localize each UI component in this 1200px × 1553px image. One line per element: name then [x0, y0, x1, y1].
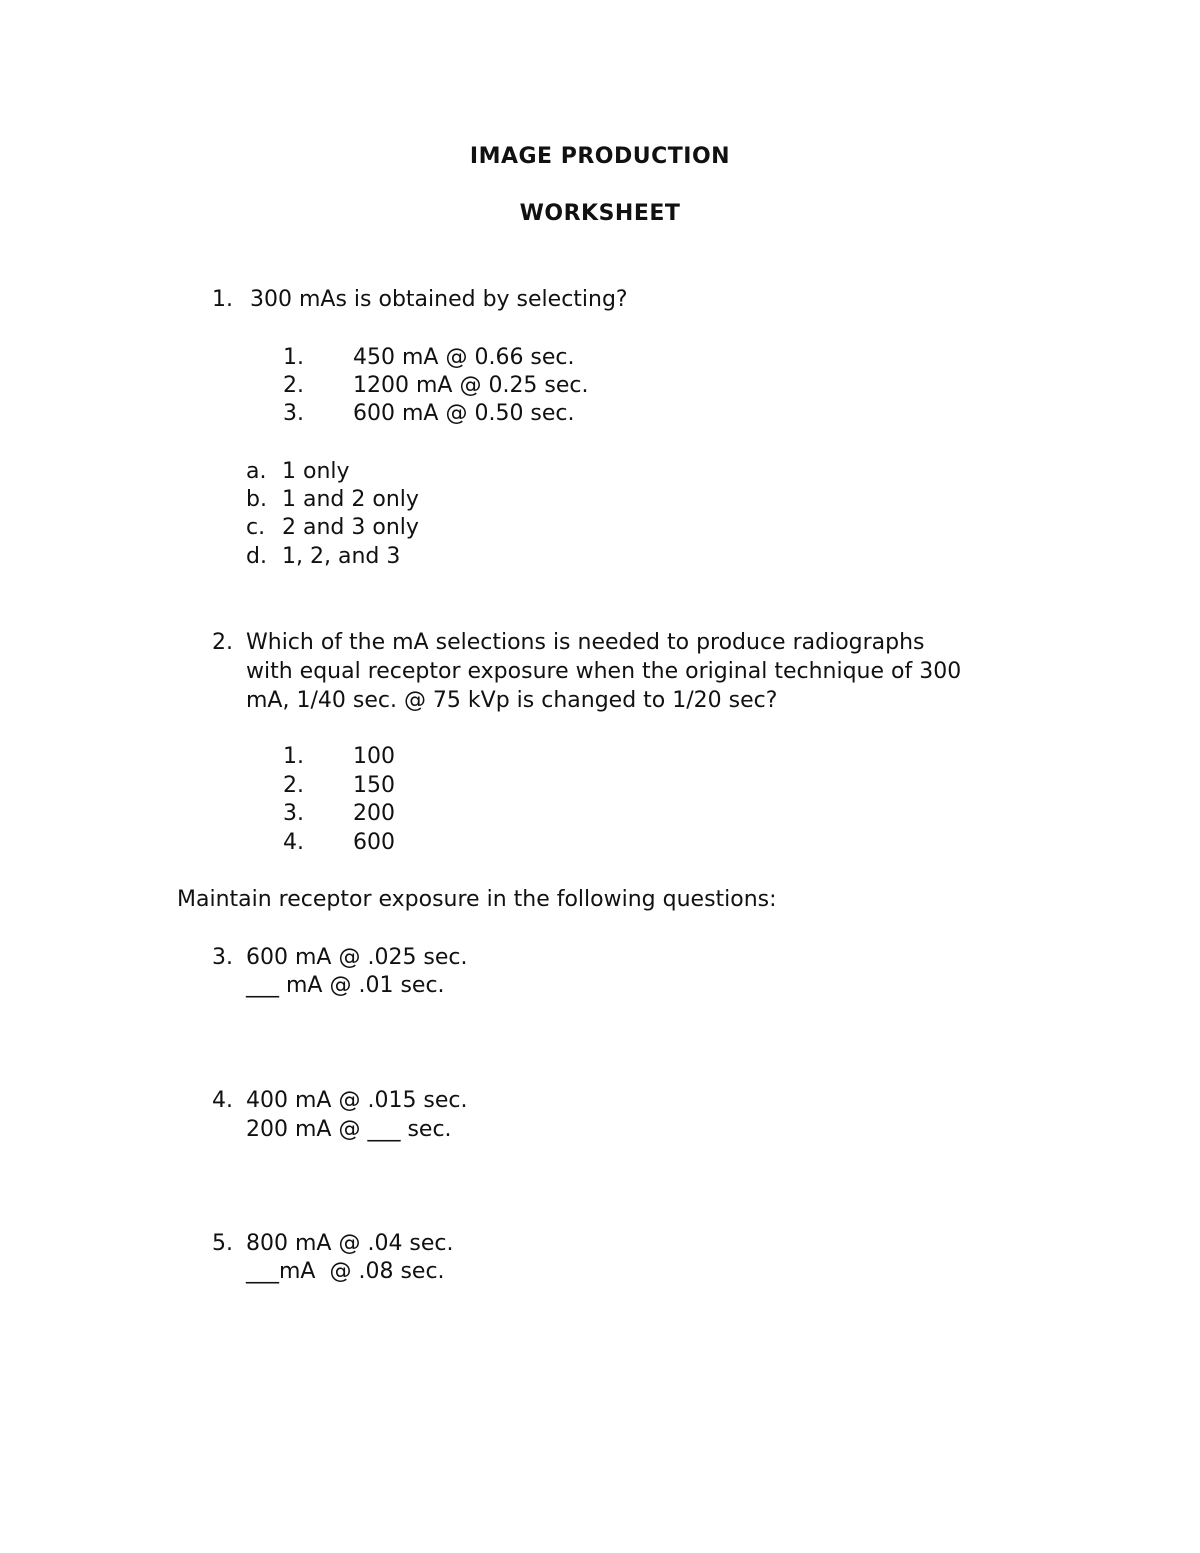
choice-letter: c. — [246, 515, 266, 540]
list-item: 600 — [353, 830, 395, 855]
question-text-line: with equal receptor exposure when the original technique of 300 — [246, 659, 962, 684]
list-item-number: 1. — [283, 345, 304, 370]
list-item-number: 4. — [283, 830, 304, 855]
list-item-number: 3. — [283, 801, 304, 826]
question-text-line: Which of the mA selections is needed to produce radiographs — [246, 630, 925, 655]
question-text-line: mA, 1/40 sec. @ 75 kVp is changed to 1/20 sec? — [246, 688, 778, 713]
list-item-number: 2. — [283, 373, 304, 398]
list-item-number: 1. — [283, 744, 304, 769]
list-item: 600 mA @ 0.50 sec. — [353, 401, 575, 426]
question-number: 3. — [212, 945, 233, 970]
choice-text: 1 only — [282, 459, 350, 484]
choice-letter: a. — [246, 459, 267, 484]
question-text: 800 mA @ .04 sec. — [246, 1231, 454, 1256]
list-item-number: 3. — [283, 401, 304, 426]
list-item-number: 2. — [283, 773, 304, 798]
list-item: 100 — [353, 744, 395, 769]
answer-blank-line: ___ mA @ .01 sec. — [246, 973, 445, 998]
instruction-text: Maintain receptor exposure in the following questions: — [177, 887, 777, 912]
answer-blank-line: 200 mA @ ___ sec. — [246, 1117, 452, 1142]
question-number: 4. — [212, 1088, 233, 1113]
list-item: 450 mA @ 0.66 sec. — [353, 345, 575, 370]
question-number: 1. — [212, 287, 233, 312]
choice-text: 1 and 2 only — [282, 487, 419, 512]
page-subtitle: WORKSHEET — [519, 201, 681, 226]
page-title: IMAGE PRODUCTION — [469, 144, 731, 169]
list-item: 150 — [353, 773, 395, 798]
question-number: 2. — [212, 630, 233, 655]
choice-letter: d. — [246, 544, 267, 569]
list-item: 200 — [353, 801, 395, 826]
choice-text: 1, 2, and 3 — [282, 544, 401, 569]
answer-blank-line: ___mA @ .08 sec. — [246, 1259, 445, 1284]
choice-letter: b. — [246, 487, 267, 512]
list-item: 1200 mA @ 0.25 sec. — [353, 373, 589, 398]
question-text: 400 mA @ .015 sec. — [246, 1088, 468, 1113]
question-number: 5. — [212, 1231, 233, 1256]
question-text: 300 mAs is obtained by selecting? — [250, 287, 628, 312]
choice-text: 2 and 3 only — [282, 515, 419, 540]
question-text: 600 mA @ .025 sec. — [246, 945, 468, 970]
